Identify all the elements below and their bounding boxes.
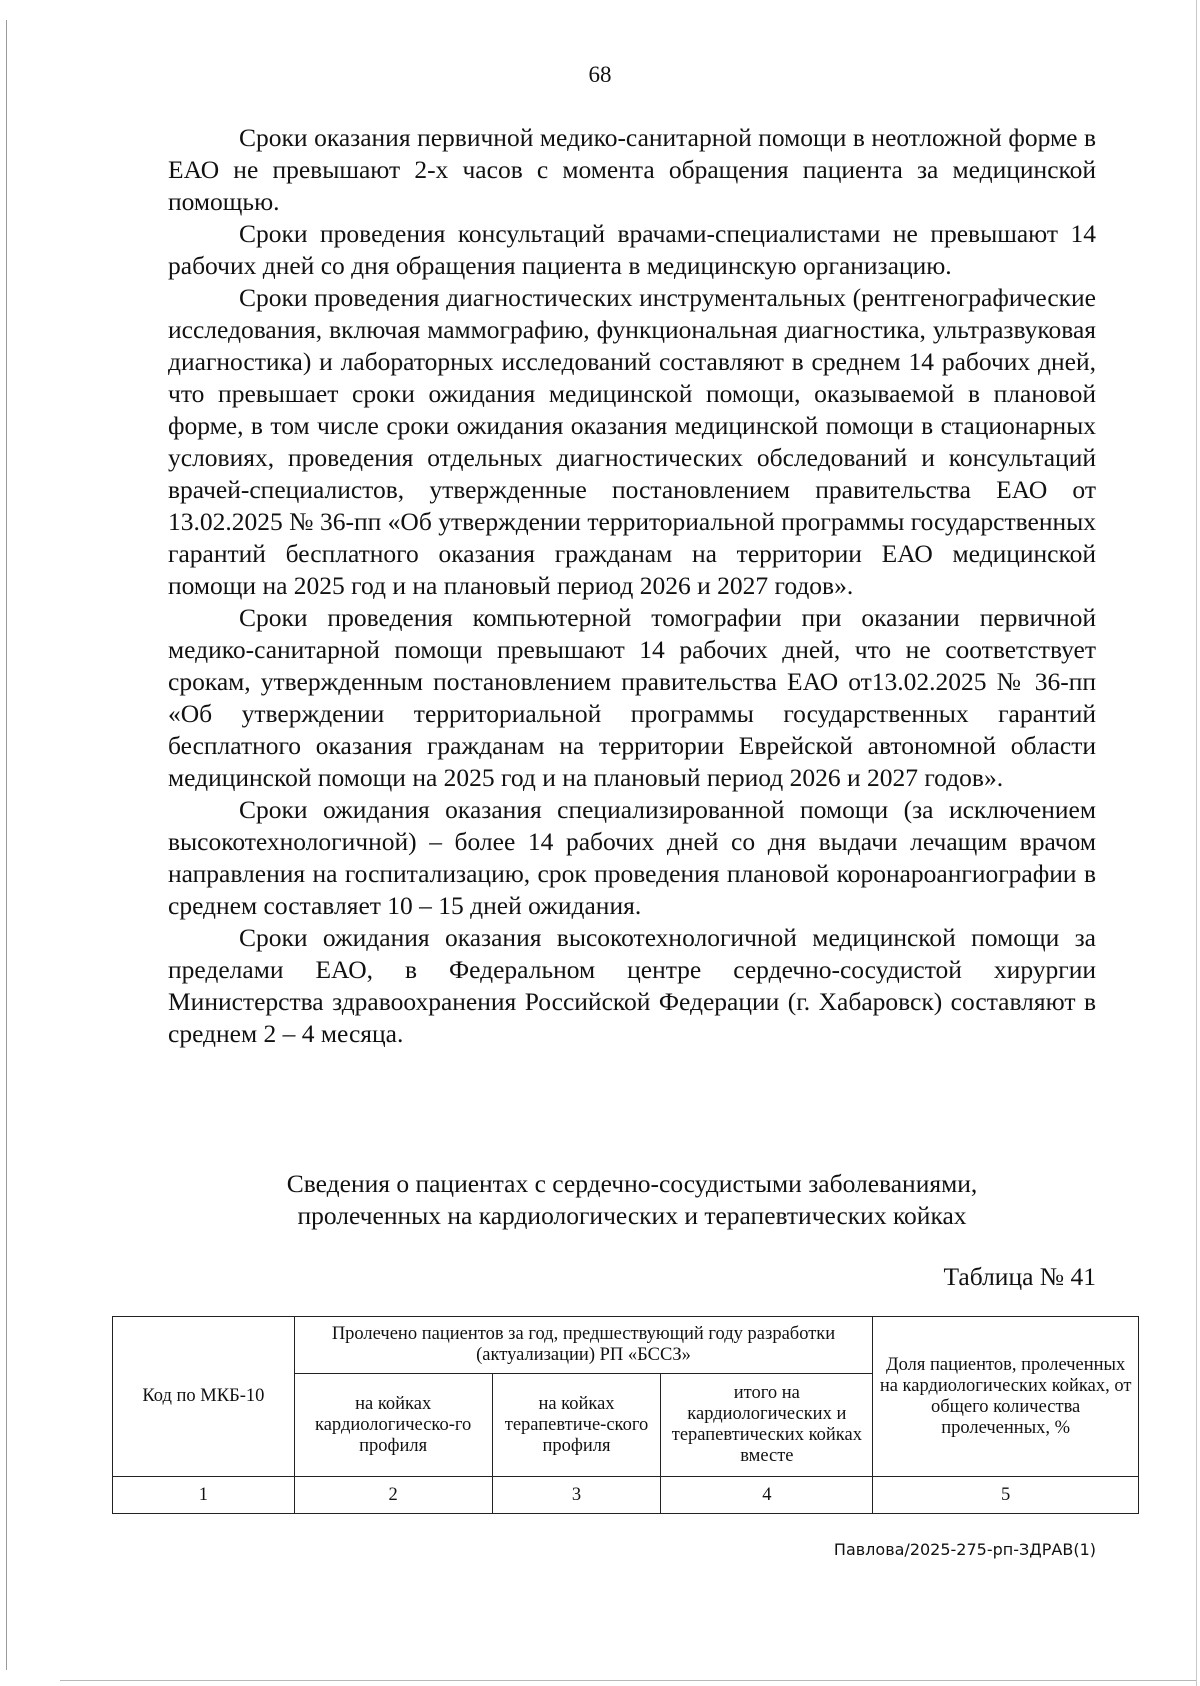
table-number-row	[113, 1477, 1139, 1514]
header-cell-total-beds: итого на кардиологических и терапевтических койках вместе	[661, 1374, 873, 1477]
column-number: 2	[294, 1477, 492, 1514]
page-number: 68	[588, 62, 612, 87]
paragraph: Сроки ожидания оказания высокотехнологичной медицинской помощи за пределами ЕАО, в Федеральном центре сердечно-сосудистой хирургии Министерства здравоохранения Российской Федерации (г. Хабаровск) составляют в среднем 2 – 4 месяца.	[168, 923, 1096, 1048]
document-footer-code: Павлова/2025-275-рп-ЗДРАВ(1)	[833, 1540, 1096, 1559]
page-edge-left	[6, 20, 7, 1670]
table-header-row	[113, 1317, 1139, 1374]
body-text	[168, 122, 1096, 1050]
page-edge-bottom	[60, 1680, 1196, 1681]
header-cell-treated-group: Пролечено пациентов за год, предшествующий году разработки (актуализации) РП «БССЗ»	[294, 1317, 873, 1374]
paragraph: Сроки проведения диагностических инструментальных (рентгенографические исследования, включая маммографию, функциональная диагностика, ультразвуковая диагностика) и лабораторных исследований составляют в среднем 14 рабочих дней, что превышает сроки ожидания медицинской помощи, оказываемой в плановой форме, в том числе сроки ожидания оказания медицинской помощи в стационарных условиях, проведения отдельных диагностических обследований и консультаций врачей-специалистов, утвержденные постановлением правительства ЕАО от 13.02.2025 № 36-пп «Об утверждении территориальной программы государственных гарантий бесплатного оказания гражданам на территории ЕАО медицинской помощи на 2025 год и на плановый период 2026 и 2027 годов».	[168, 283, 1096, 600]
paragraph: Сроки оказания первичной медико-санитарной помощи в неотложной форме в ЕАО не превышают 2-х часов с момента обращения пациента за медицинской помощью.	[168, 123, 1096, 216]
column-number: 4	[661, 1477, 873, 1514]
page-edge-right	[1196, 0, 1197, 1686]
paragraph: Сроки ожидания оказания специализированной помощи (за исключением высокотехнологичной) – более 14 рабочих дней со дня выдачи лечащим врачом направления на госпитализацию, срок проведения плановой коронароангиографии в среднем составляет 10 – 15 дней ожидания.	[168, 795, 1096, 920]
paragraph: Сроки проведения консультаций врачами-специалистами не превышают 14 рабочих дней со дня обращения пациента в медицинскую организацию.	[168, 219, 1096, 280]
section-title	[168, 1168, 1096, 1232]
column-number: 5	[873, 1477, 1139, 1514]
header-cell-cardio-beds: на койках кардиологическо-го профиля	[294, 1374, 492, 1477]
patients-table	[112, 1316, 1139, 1514]
table-label: Таблица № 41	[943, 1262, 1096, 1291]
column-number: 3	[492, 1477, 661, 1514]
header-cell-therapy-beds: на койках терапевтиче-ского профиля	[492, 1374, 661, 1477]
column-number: 1	[113, 1477, 295, 1514]
section-title-line: пролеченных на кардиологических и терапевтических койках	[297, 1201, 967, 1230]
header-cell-code: Код по МКБ-10	[113, 1317, 295, 1477]
paragraph: Сроки проведения компьютерной томографии при оказании первичной медико-санитарной помощи превышают 14 рабочих дней, что не соответствует срокам, утвержденным постановлением правительства ЕАО от13.02.2025 № 36-пп «Об утверждении территориальной программы государственных гарантий бесплатного оказания гражданам на территории Еврейской автономной области медицинской помощи на 2025 год и на плановый период 2026 и 2027 годов».	[168, 603, 1096, 792]
header-cell-share: Доля пациентов, пролеченных на кардиологических койках, от общего количества пролеченных, %	[873, 1317, 1139, 1477]
section-title-line: Сведения о пациентах с сердечно-сосудистыми заболеваниями,	[286, 1169, 978, 1198]
